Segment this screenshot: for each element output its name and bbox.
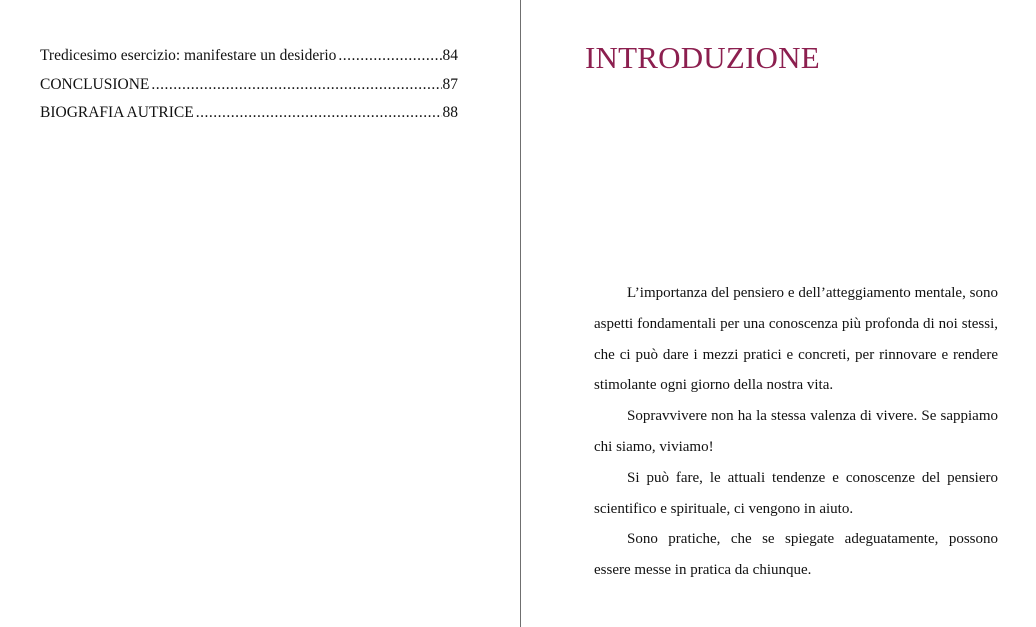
toc-entry-page-number: 87	[442, 75, 458, 93]
toc-entry-title: Tredicesimo esercizio: manifestare un desiderio	[40, 47, 337, 64]
paragraph: L’importanza del pensiero e dell’atteggiamento mentale, sono aspetti fondamentali per una conoscenza più profonda di noi stessi, che ci può dare i mezzi pratici e concreti, per rinnovare e rendere stimolante ogni giorno della nostra vita.	[594, 285, 998, 394]
toc-dot-leader	[196, 99, 442, 128]
toc-entry-tredicesimo-esercizio[interactable]	[40, 42, 458, 71]
toc-entry-biografia-autrice[interactable]	[40, 99, 458, 128]
right-page	[521, 0, 1036, 627]
toc-entry-page-number: 88	[442, 104, 458, 121]
chapter-body	[594, 278, 998, 586]
toc-dot-leader	[151, 71, 441, 100]
toc-entry-page-number: 84	[442, 47, 458, 64]
table-of-contents	[40, 42, 458, 128]
toc-entry-title: BIOGRAFIA AUTRICE	[40, 104, 194, 121]
paragraph: Si può fare, le attuali tendenze e conoscenze del pensiero scientifico e spirituale, ci vengono in aiuto.	[594, 469, 998, 517]
paragraph: Sopravvivere non ha la stessa valenza di vivere. Se sappiamo chi siamo, viviamo!	[594, 408, 998, 455]
toc-entry-conclusione[interactable]	[40, 71, 458, 100]
toc-entry-title: CONCLUSIONE	[40, 75, 150, 93]
toc-dot-leader	[338, 42, 441, 71]
paragraph: Sono pratiche, che se spiegate adeguatamente, possono essere messe in pratica da chiunque.	[594, 531, 998, 579]
chapter-title: INTRODUZIONE	[585, 40, 820, 75]
